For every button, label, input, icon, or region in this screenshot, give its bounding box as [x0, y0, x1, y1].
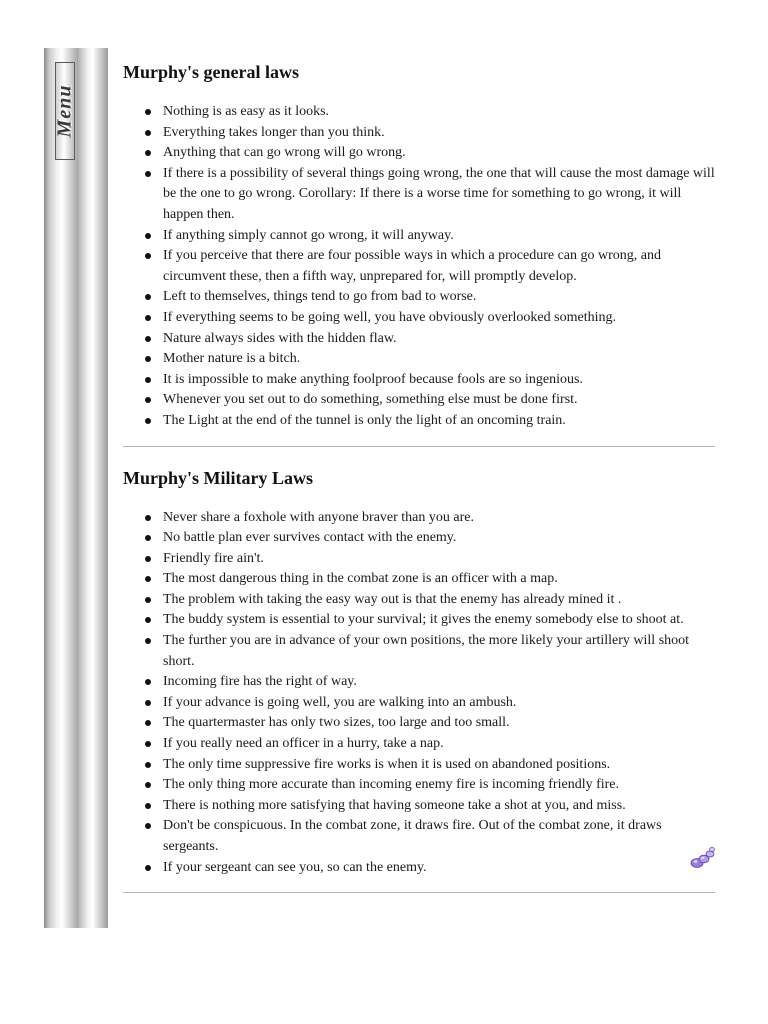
list-item: The quartermaster has only two sizes, too large and too small. — [123, 713, 715, 734]
list-item: If you perceive that there are four possible ways in which a procedure can go wrong, and circumvent these, then a fifth way, unprepared for, will promptly develop. — [123, 246, 715, 287]
list-item: Incoming fire has the right of way. — [123, 672, 715, 693]
list-item: The buddy system is essential to your survival; it gives the enemy somebody else to shoot at. — [123, 610, 715, 631]
list-item: Mother nature is a bitch. — [123, 349, 715, 370]
list-item: The problem with taking the easy way out is that the enemy has already mined it . — [123, 590, 715, 611]
sidebar-strip — [44, 48, 108, 928]
list-item: The only time suppressive fire works is when it is used on abandoned positions. — [123, 755, 715, 776]
menu-button[interactable] — [55, 62, 75, 160]
list-item: If everything seems to be going well, you have obviously overlooked something. — [123, 308, 715, 329]
list-item: Left to themselves, things tend to go from bad to worse. — [123, 287, 715, 308]
section-divider — [123, 446, 715, 447]
list-item: If there is a possibility of several things going wrong, the one that will cause the most damage will be the one to go wrong. Corollary: If there is a worse time for something to go wrong, it will happen then. — [123, 164, 715, 226]
list-item: If your advance is going well, you are walking into an ambush. — [123, 693, 715, 714]
list-item: Never share a foxhole with anyone braver than you are. — [123, 508, 715, 529]
bottom-divider — [123, 892, 715, 893]
list-item: It is impossible to make anything foolproof because fools are so ingenious. — [123, 370, 715, 391]
section-title-military: Murphy's Military Laws — [123, 467, 314, 488]
list-item: The only thing more accurate than incoming enemy fire is incoming friendly fire. — [123, 775, 715, 796]
list-item: The most dangerous thing in the combat zone is an officer with a map. — [123, 569, 715, 590]
main-content — [123, 58, 715, 893]
list-item: Nothing is as easy as it looks. — [123, 102, 715, 123]
list-item: The further you are in advance of your own positions, the more likely your artillery will shoot short. — [123, 631, 715, 672]
section-title-general: Murphy's general laws — [123, 62, 300, 82]
list-item: If your sergeant can see you, so can the enemy. — [123, 858, 715, 879]
list-item: There is nothing more satisfying that having someone take a shot at you, and miss. — [123, 796, 715, 817]
list-item: Whenever you set out to do something, something else must be done first. — [123, 390, 715, 411]
list-item: The Light at the end of the tunnel is only the light of an oncoming train. — [123, 411, 715, 432]
list-item: Nature always sides with the hidden flaw. — [123, 329, 715, 350]
general-laws-list — [123, 102, 715, 432]
list-item: Anything that can go wrong will go wrong. — [123, 143, 715, 164]
list-item: Don't be conspicuous. In the combat zone, it draws fire. Out of the combat zone, it draws sergeants. — [123, 816, 715, 857]
list-item: If you really need an officer in a hurry, take a nap. — [123, 734, 715, 755]
list-item: If anything simply cannot go wrong, it will anyway. — [123, 226, 715, 247]
military-laws-list — [123, 508, 715, 879]
list-item: Friendly fire ain't. — [123, 549, 715, 570]
purple-bubbles-icon — [690, 846, 716, 870]
menu-label: Menu — [53, 84, 76, 138]
list-item: Everything takes longer than you think. — [123, 123, 715, 144]
list-item: No battle plan ever survives contact with the enemy. — [123, 528, 715, 549]
